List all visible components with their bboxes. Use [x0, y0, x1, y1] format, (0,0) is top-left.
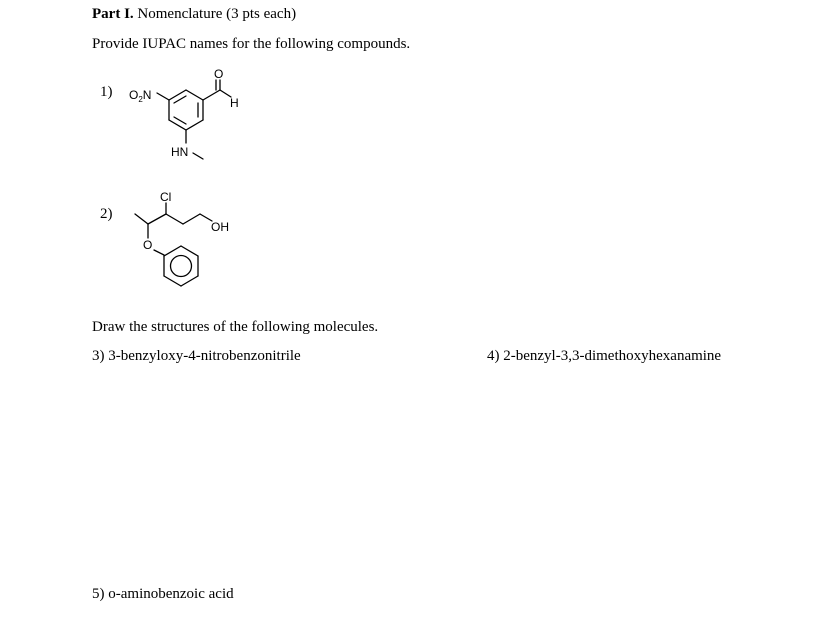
compound-1-structure [120, 62, 250, 172]
compound-2-number: 2) [100, 206, 113, 222]
section-heading-text: Nomenclature (3 pts each) [133, 6, 297, 22]
molecule-5-label: 5) o-aminobenzoic acid [92, 586, 234, 602]
amine-label: HN [171, 145, 189, 159]
section-heading-bold: Part I. [92, 6, 134, 22]
hydroxyl-label: OH [211, 220, 229, 234]
chlorine-label: Cl [160, 190, 172, 204]
drawing-instruction: Draw the structures of the following molecules. [92, 319, 379, 335]
molecule-3-label: 3) 3-benzyloxy-4-nitrobenzonitrile [92, 348, 301, 364]
compound-2-structure [120, 180, 250, 290]
aldehyde-h-label: H [230, 96, 239, 110]
section-heading [92, 5, 296, 23]
aldehyde-o-label: O [214, 67, 224, 81]
compound-1-bonds [157, 80, 231, 159]
compound-1-number: 1) [100, 84, 113, 100]
nitro-o-label: $O_2N$ [129, 88, 152, 104]
molecule-4-label: 4) 2-benzyl-3,3-dimethoxyhexanamine [487, 348, 722, 364]
ether-o-label: O [143, 238, 153, 252]
naming-instruction: Provide IUPAC names for the following compounds. [92, 36, 411, 52]
